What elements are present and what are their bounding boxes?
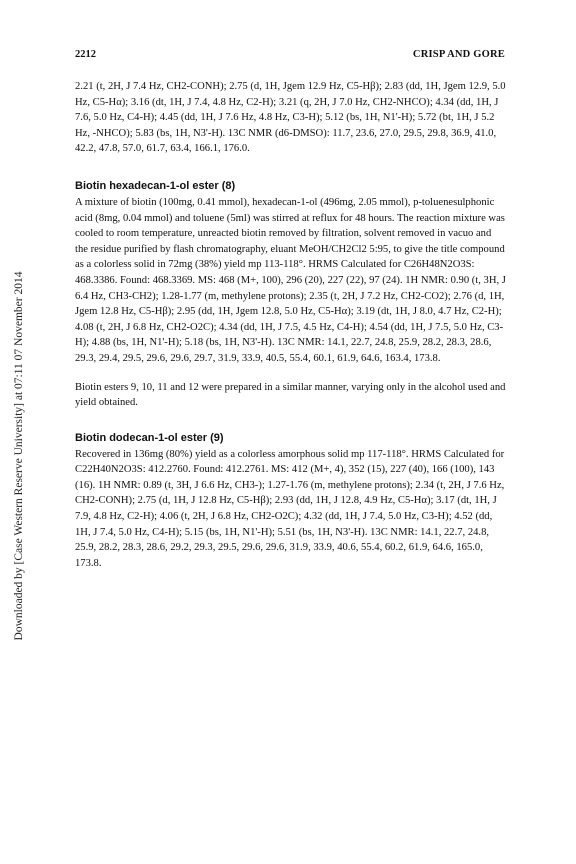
section-body-biotin-dodecanol-ester: Recovered in 136mg (80%) yield as a colorless amorphous solid mp 117-118°. HRMS Calculated for C22H40N2O3S: 412.2760. Found: 412.2761. MS: 412 (M+, 4), 352 (15), 227 (40), 166 (100), 143 (16). 1H NMR: 0.89 (t, 3H, J 6.6 Hz, CH3-); 1.27-1.76 (m, methylene protons); 2.34 (t, 2H, J 7.6 Hz, CH2-CONH); 2.75 (d, 1H, J 12.8 Hz, C5-Hβ); 2.93 (dd, 1H, J 12.8, 4.9 Hz, C5-Hα); 3.17 (dt, 1H, J 7.9, 4.8 Hz, C2-H); 4.06 (t, 2H, J 6.8 Hz, CH2-O2C); 4.32 (dd, 1H, J 7.4, 5.0 Hz, C3-H); 4.52 (dd, 1H, J 7.4, 5.0 Hz, C4-H); 5.15 (bs, 1H, N1'-H); 5.51 (bs, 1H, N3'-H). 13C NMR: 14.1, 22.7, 24.8, 25.9, 28.2, 28.3, 28.6, 29.2, 29.3, 29.5, 29.6, 29.6, 31.9, 33.9, 40.6, 55.4, 60.2, 61.9, 64.6, 165.0, 173.8. (75, 448, 505, 569)
section-body-biotin-hexadecanol-ester: A mixture of biotin (100mg, 0.41 mmol), hexadecan-1-ol (496mg, 2.05 mmol), p-toluenesulphonic acid (8mg, 0.04 mmol) and toluene (5ml) was stirred at reflux for 48 hours. The reaction mixture was cooled to room temperature, unreacted biotin removed by filtration, solvent removed in vacuo and the residue purified by flash chromatography, eluant MeOH/CH2Cl2 5:95, to give the title compound as a colorless solid in 72mg (38%) yield mp 113-118°. HRMS Calculated for C26H48N2O3S: 468.3386. Found: 468.3369. MS: 468 (M+, 100), 296 (20), 227 (22), 97 (24). 1H NMR: 0.90 (t, 3H, J 6.4 Hz, CH3-CH2); 1.28-1.77 (m, methylene protons); 2.35 (t, 2H, J 7.2 Hz, CH2-CO2); 2.76 (d, 1H, Jgem 12.8 Hz, C5-Hβ); 2.95 (dd, 1H, Jgem 12.8, 5.0 Hz, C5-Hα); 3.19 (dt, 1H, J 8.0, 4.7 Hz, C2-H); 4.08 (t, 2H, J 6.8 Hz, CH2-O2C); 4.34 (dd, 1H, J 7.5, 4.5 Hz, C4-H); 4.54 (dd, 1H, J 7.5, 5.0 Hz, C3-H); 4.88 (bs, 1H, N1'-H); 5.18 (bs, 1H, N3'-H). 13C NMR: 14.1, 22.7, 24.8, 25.9, 28.2, 28.3, 28.6, 29.3, 29.4, 29.5, 29.6, 29.6, 29.7, 31.9, 33.9, 40.5, 55.4, 60.1, 61.9, 64.6, 163.4, 173.8. (75, 196, 506, 364)
download-watermark (12, 236, 26, 676)
running-head-authors: CRISP AND GORE (412, 49, 505, 60)
section-heading-biotin-dodecanol-ester: Biotin dodecan-1-ol ester (9) (75, 431, 224, 444)
page-number: 2212 (75, 49, 96, 60)
continued-nmr-paragraph: 2.21 (t, 2H, J 7.4 Hz, CH2-CONH); 2.75 (d, 1H, Jgem 12.9 Hz, C5-Hβ); 2.83 (dd, 1H, Jgem 12.9, 5.0 Hz, C5-Hα); 3.16 (dt, 1H, J 7.4, 4.8 Hz, C2-H); 3.21 (q, 2H, J 7.0 Hz, CH2-NHCO); 4.34 (dd, 1H, J 7.6, 5.0 Hz, C4-H); 4.45 (dd, 1H, J 7.6 Hz, 4.8 Hz, C3-H); 5.12 (bs, 1H, N1'-H); 5.72 (bt, 1H, J 5.2 Hz, -NHCO); 5.83 (bs, 1H, N3'-H). 13C NMR (d6-DMSO): 11.7, 23.6, 27.0, 29.5, 29.8, 36.9, 41.0, 42.2, 47.8, 57.0, 61.7, 63.4, 166.1, 176.0. (75, 81, 506, 155)
section-heading-biotin-hexadecanol-ester: Biotin hexadecan-1-ol ester (8) (75, 179, 236, 192)
download-watermark-text: Downloaded by [Case Western Reserve University] at 07:11 07 November 2014 (13, 271, 25, 641)
page-header (75, 49, 505, 65)
article-body (75, 79, 506, 571)
biotin-esters-note: Biotin esters 9, 10, 11 and 12 were prepared in a similar manner, varying only in the alcohol used and yield obtained. (75, 381, 506, 409)
